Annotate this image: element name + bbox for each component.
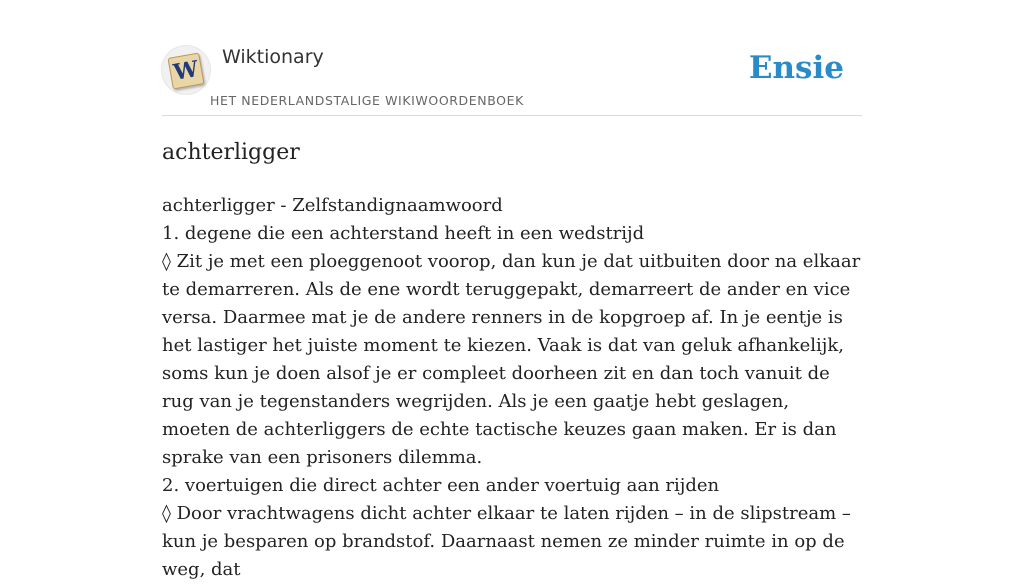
page-title: achterligger — [162, 140, 300, 165]
site-header — [162, 0, 862, 116]
site-tagline: HET NEDERLANDSTALIGE WIKIWOORDENBOEK — [210, 93, 524, 108]
entry-content — [162, 192, 862, 584]
ensie-brand-link[interactable]: Ensie — [748, 50, 844, 86]
definition-2: 2. voertuigen die direct achter een ander voertuig aan rijden — [162, 475, 720, 496]
word-type-line: achterligger - Zelfstandignaamwoord — [162, 195, 503, 216]
wiktionary-logo-icon: W — [167, 52, 204, 89]
site-name[interactable]: Wiktionary — [222, 46, 324, 68]
wiktionary-logo[interactable] — [162, 46, 210, 94]
main-container — [162, 0, 862, 580]
definition-1: 1. degene die een achterstand heeft in een wedstrijd — [162, 223, 645, 244]
example-2: ◊ Door vrachtwagens dicht achter elkaar te laten rijden – in de slipstream – kun je besparen op brandstof. Daarnaast nemen ze minder ruimte in op de weg, dat — [162, 503, 851, 580]
example-1: ◊ Zit je met een ploeggenoot voorop, dan kun je dat uitbuiten door na elkaar te demarreren. Als de ene wordt teruggepakt, demarreert de ander en vice versa. Daarmee mat je de andere renners in de kopgroep af. In je eentje is het lastiger het juiste moment te kiezen. Vaak is dat van geluk afhankelijk, soms kun je doen alsof je er compleet doorheen zit en dan toch vanuit de rug van je tegenstanders wegrijden. Als je een gaatje hebt geslagen, moeten de achterliggers de echte tactische keuzes gaan maken. Er is dan sprake van een prisoners dilemma. — [162, 251, 861, 468]
